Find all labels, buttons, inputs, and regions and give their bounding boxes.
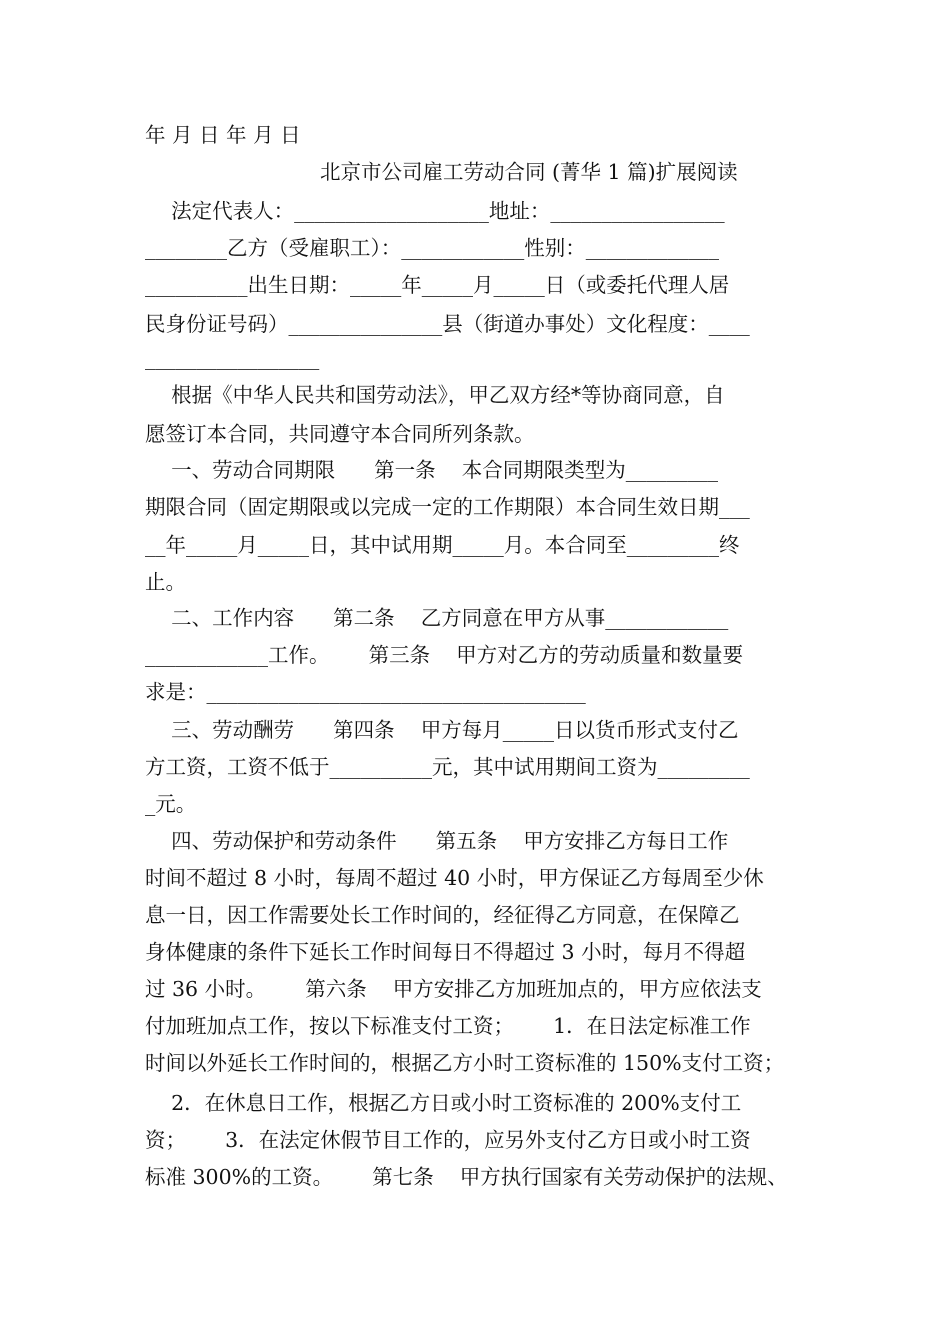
paragraph-line: 标准 300%的工资。 第七条 甲方执行国家有关劳动保护的法规、 (145, 1165, 788, 1189)
document-title: 北京市公司雇工劳动合同 (菁华 1 篇)扩展阅读 (320, 160, 738, 184)
paragraph-line: ________乙方（受雇职工）：____________性别：_____________ (145, 236, 719, 260)
paragraph-line: 时间不超过 8 小时，每周不超过 40 小时，甲方保证乙方每周至少休 (145, 866, 764, 890)
paragraph-line: ____________工作。 第三条 甲方对乙方的劳动质量和数量要 (145, 643, 744, 667)
paragraph-line: 付加班加点工作，按以下标准支付工资； 1．在日法定标准工作 (145, 1014, 751, 1038)
paragraph-line: _________________ (145, 346, 320, 370)
paragraph-line: 法定代表人：___________________地址：_________________ (145, 199, 725, 223)
date-line: 年 月 日 年 月 日 (145, 123, 301, 147)
paragraph-line: 二、工作内容 第二条 乙方同意在甲方从事____________ (145, 606, 729, 630)
paragraph-line: 民身份证号码）_______________县（街道办事处）文化程度：____ (145, 312, 750, 336)
paragraph-line: 一、劳动合同期限 第一条 本合同期限类型为_________ (145, 458, 718, 482)
paragraph-line: 方工资，工资不低于__________元，其中试用期间工资为_________ (145, 755, 750, 779)
paragraph-line: 息一日，因工作需要处长工作时间的，经征得乙方同意，在保障乙 (145, 903, 740, 927)
paragraph-line: 时间以外延长工作时间的，根据乙方小时工资标准的 150%支付工资； (145, 1051, 785, 1075)
paragraph-line: __________出生日期：_____年_____月_____日（或委托代理人居 (145, 273, 730, 297)
paragraph-line: _元。 (145, 792, 197, 816)
paragraph-line: 三、劳动酬劳 第四条 甲方每月_____日以货币形式支付乙 (145, 718, 739, 742)
paragraph-line: 期限合同（固定期限或以完成一定的工作期限）本合同生效日期___ (145, 495, 750, 519)
paragraph-line: 四、劳动保护和劳动条件 第五条 甲方安排乙方每日工作 (145, 829, 729, 853)
paragraph-line: 2．在休息日工作，根据乙方日或小时工资标准的 200%支付工 (145, 1091, 742, 1115)
paragraph-line: 求是：_____________________________________ (145, 680, 586, 704)
paragraph-line: 资； 3．在法定休假节目工作的，应另外支付乙方日或小时工资 (145, 1128, 751, 1152)
paragraph-line: 根据《中华人民共和国劳动法》，甲乙双方经*等协商同意，自 (145, 383, 725, 407)
paragraph-line: __年_____月_____日，其中试用期_____月。本合同至_________终 (145, 533, 740, 557)
paragraph-line: 身体健康的条件下延长工作时间每日不得超过 3 小时，每月不得超 (145, 940, 746, 964)
paragraph-line: 过 36 小时。 第六条 甲方安排乙方加班加点的，甲方应依法支 (145, 977, 762, 1001)
paragraph-line: 愿签订本合同，共同遵守本合同所列条款。 (145, 422, 535, 446)
paragraph-line: 止。 (145, 570, 186, 594)
